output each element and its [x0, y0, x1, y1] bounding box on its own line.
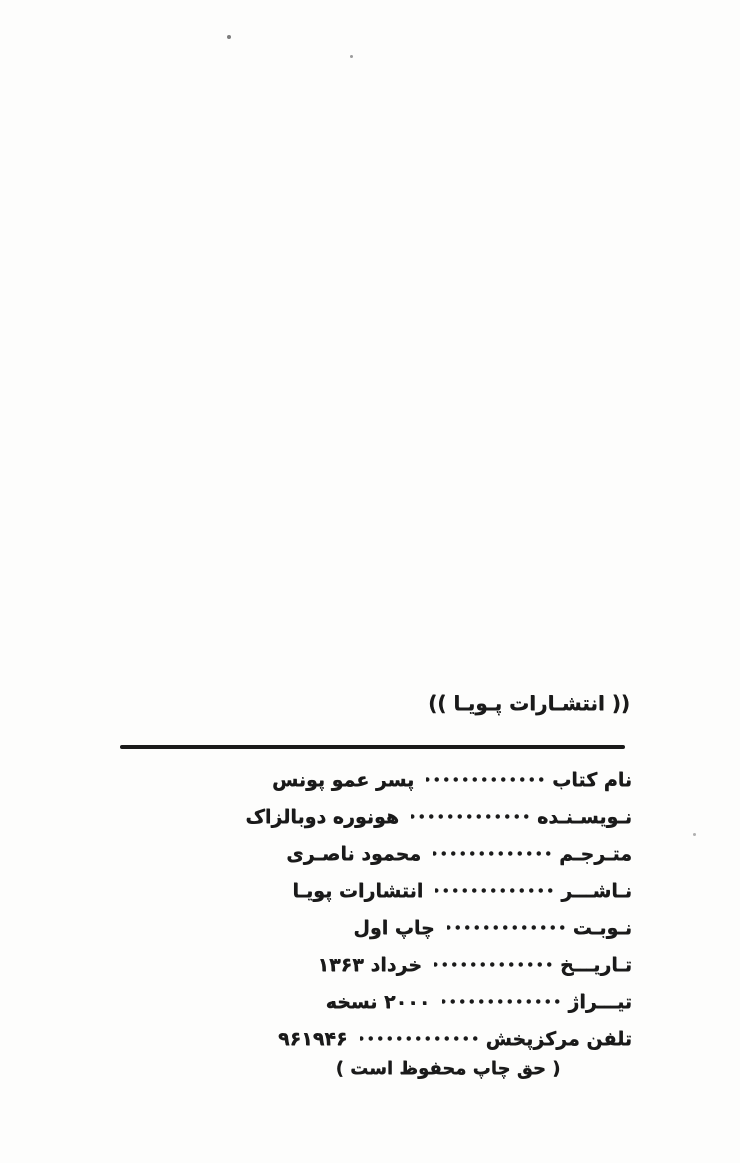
colophon-row-translator — [119, 835, 632, 872]
row-value: انتشارات پویـا — [292, 879, 424, 902]
row-value: ۹۶۱۹۴۶ — [277, 1027, 348, 1050]
colophon-row-distribution-phone — [119, 1020, 632, 1057]
colophon-row-edition — [119, 909, 632, 946]
scan-speck — [693, 833, 696, 836]
dot-leader — [435, 872, 555, 909]
row-label: تیـــراژ — [568, 990, 632, 1013]
colophon-row-book-title — [119, 761, 632, 798]
row-value: خرداد ۱۳۶۳ — [317, 953, 422, 976]
row-value: محمود ناصـری — [286, 842, 422, 865]
dot-leader — [434, 946, 554, 983]
row-value: هونوره دوبالزاک — [245, 805, 400, 828]
copyright-notice: ( حق چاپ محفوظ است ) — [335, 1058, 561, 1079]
row-label: تـاریـــخ — [559, 953, 632, 976]
row-label: نـویسـنـده — [537, 805, 632, 828]
row-value: چاپ اول — [353, 916, 435, 939]
colophon-table — [119, 761, 632, 1057]
scan-speck — [350, 55, 353, 58]
row-label: تلفن مرکزپخش — [485, 1027, 632, 1050]
dot-leader — [442, 983, 562, 1020]
row-value: پسر عمو پونس — [271, 768, 415, 791]
row-label: نام کتاب — [552, 768, 632, 791]
colophon-row-print-run — [119, 983, 632, 1020]
dot-leader — [447, 909, 567, 946]
row-label: نـوبـت — [572, 916, 632, 939]
dot-leader — [426, 761, 546, 798]
colophon-row-publisher — [119, 872, 632, 909]
publisher-header: (( انتشـارات پـویـا )) — [428, 691, 630, 715]
divider-rule — [120, 745, 625, 749]
row-label: متـرجـم — [559, 842, 632, 865]
dot-leader — [360, 1020, 480, 1057]
dot-leader — [411, 798, 531, 835]
row-value: ۲۰۰۰ نسخه — [325, 990, 431, 1013]
colophon-row-date — [119, 946, 632, 983]
dot-leader — [433, 835, 553, 872]
scan-speck — [227, 35, 231, 39]
row-label: نـاشـــر — [561, 879, 632, 902]
colophon-row-author — [119, 798, 632, 835]
